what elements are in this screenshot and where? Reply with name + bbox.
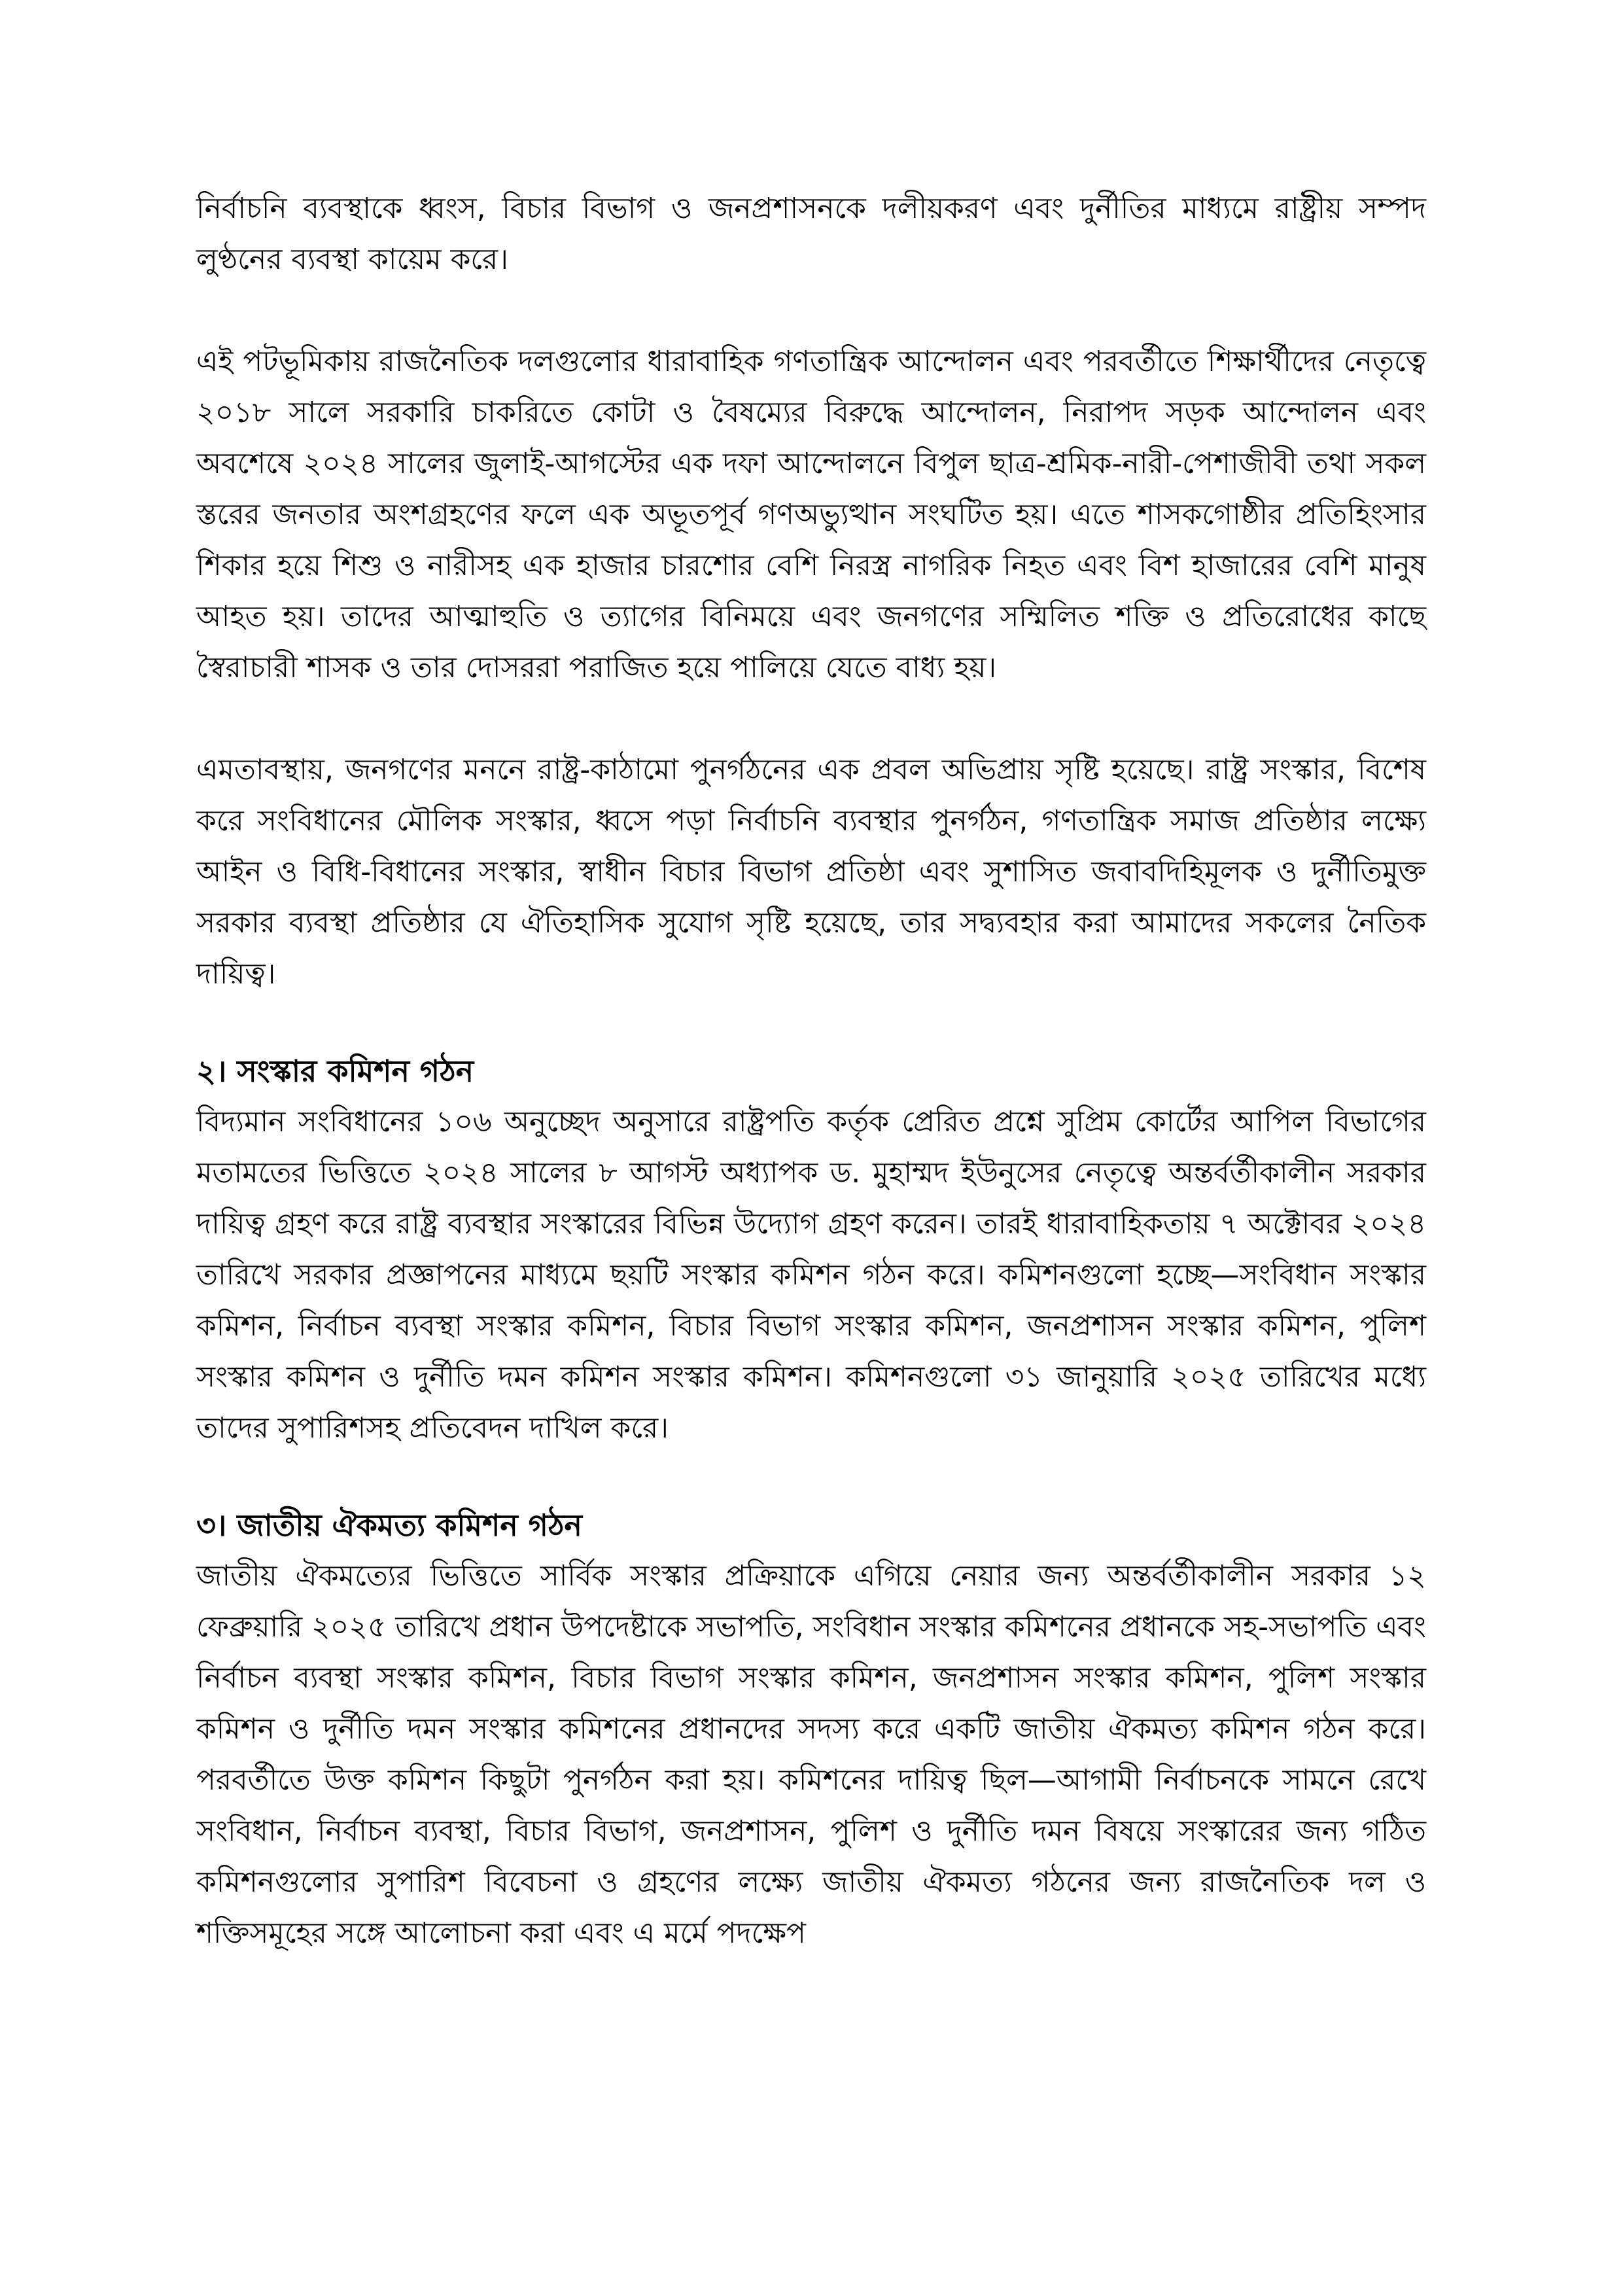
section-2-paragraph: বিদ্যমান সংবিধানের ১০৬ অনুচ্ছেদ অনুসারে রাষ্ট্রপতি কর্তৃক প্রেরিত প্রশ্নে সুপ্রিম কোর্টের আপিল বিভাগের মতামতের ভিত্তিতে ২০২৪ সালের ৮ আগস্ট অধ্যাপক ড. মুহাম্মদ ইউনুসের নেতৃত্বে অন্তর্বর্তীকালীন সরকার দায়িত্ব গ্রহণ করে রাষ্ট্র ব্যবস্থার সংস্কারের বিভিন্ন উদ্যোগ গ্রহণ করেন। তারই ধারাবাহিকতায় ৭ অক্টোবর ২০২৪ তারিখে সরকার প্রজ্ঞাপনের মাধ্যমে ছয়টি সংস্কার কমিশন গঠন করে। কমিশনগুলো হচ্ছে—সংবিধান সংস্কার কমিশন, নির্বাচন ব্যবস্থা সংস্কার কমিশন, বিচার বিভাগ সংস্কার কমিশন, জনপ্রশাসন সংস্কার কমিশন, পুলিশ সংস্কার কমিশন ও দুর্নীতি দমন কমিশন সংস্কার কমিশন। কমিশনগুলো ৩১ জানুয়ারি ২০২৫ তারিখের মধ্যে তাদের সুপারিশসহ প্রতিবেদন দাখিল করে। — [196, 1105, 1426, 1445]
section-2-heading: ২। সংস্কার কমিশন গঠন — [196, 1053, 474, 1089]
paragraph-intro-3: এমতাবস্থায়, জনগণের মননে রাষ্ট্র-কাঠামো পুনর্গঠনের এক প্রবল অভিপ্রায় সৃষ্টি হয়েছে। রাষ্ট্র সংস্কার, বিশেষ করে সংবিধানের মৌলিক সংস্কার, ধ্বসে পড়া নির্বাচনি ব্যবস্থার পুনর্গঠন, গণতান্ত্রিক সমাজ প্রতিষ্ঠার লক্ষ্যে আইন ও বিধি-বিধানের সংস্কার, স্বাধীন বিচার বিভাগ প্রতিষ্ঠা এবং সুশাসিত জবাবদিহিমূলক ও দুর্নীতিমুক্ত সরকার ব্যবস্থা প্রতিষ্ঠার যে ঐতিহাসিক সুযোগ সৃষ্টি হয়েছে, তার সদ্ব্যবহার করা আমাদের সকলের নৈতিক দায়িত্ব। — [196, 753, 1426, 991]
section-3-heading: ৩। জাতীয় ঐকমত্য কমিশন গঠন — [196, 1508, 582, 1543]
document-body — [196, 183, 1426, 1959]
section-3-paragraph: জাতীয় ঐকমত্যের ভিত্তিতে সার্বিক সংস্কার প্রক্রিয়াকে এগিয়ে নেয়ার জন্য অন্তর্বর্তীকালীন সরকার ১২ ফেব্রুয়ারি ২০২৫ তারিখে প্রধান উপদেষ্টাকে সভাপতি, সংবিধান সংস্কার কমিশনের প্রধানকে সহ-সভাপতি এবং নির্বাচন ব্যবস্থা সংস্কার কমিশন, বিচার বিভাগ সংস্কার কমিশন, জনপ্রশাসন সংস্কার কমিশন, পুলিশ সংস্কার কমিশন ও দুর্নীতি দমন সংস্কার কমিশনের প্রধানদের সদস্য করে একটি জাতীয় ঐকমত্য কমিশন গঠন করে। পরবর্তীতে উক্ত কমিশন কিছুটা পুনর্গঠন করা হয়। কমিশনের দায়িত্ব ছিল—আগামী নির্বাচনকে সামনে রেখে সংবিধান, নির্বাচন ব্যবস্থা, বিচার বিভাগ, জনপ্রশাসন, পুলিশ ও দুর্নীতি দমন বিষয়ে সংস্কারের জন্য গঠিত কমিশনগুলোর সুপারিশ বিবেচনা ও গ্রহণের লক্ষ্যে জাতীয় ঐকমত্য গঠনের জন্য রাজনৈতিক দল ও শক্তিসমূহের সঙ্গে আলোচনা করা এবং এ মর্মে পদক্ষেপ — [196, 1559, 1426, 1950]
paragraph-intro-2: এই পটভূমিকায় রাজনৈতিক দলগুলোর ধারাবাহিক গণতান্ত্রিক আন্দোলন এবং পরবর্তীতে শিক্ষার্থীদের নেতৃত্বে ২০১৮ সালে সরকারি চাকরিতে কোটা ও বৈষম্যের বিরুদ্ধে আন্দোলন, নিরাপদ সড়ক আন্দোলন এবং অবশেষে ২০২৪ সালের জুলাই-আগস্টের এক দফা আন্দোলনে বিপুল ছাত্র-শ্রমিক-নারী-পেশাজীবী তথা সকল স্তরের জনতার অংশগ্রহণের ফলে এক অভূতপূর্ব গণঅভ্যুত্থান সংঘটিত হয়। এতে শাসকগোষ্ঠীর প্রতিহিংসার শিকার হয়ে শিশু ও নারীসহ এক হাজার চারশোর বেশি নিরস্ত্র নাগরিক নিহত এবং বিশ হাজারের বেশি মানুষ আহত হয়। তাদের আত্মাহুতি ও ত্যাগের বিনিময়ে এবং জনগণের সম্মিলিত শক্তি ও প্রতিরোধের কাছে স্বৈরাচারী শাসক ও তার দোসররা পরাজিত হয়ে পালিয়ে যেতে বাধ্য হয়। — [196, 345, 1426, 684]
paragraph-intro-1: নির্বাচনি ব্যবস্থাকে ধ্বংস, বিচার বিভাগ ও জনপ্রশাসনকে দলীয়করণ এবং দুর্নীতির মাধ্যমে রাষ্ট্রীয় সম্পদ লুণ্ঠনের ব্যবস্থা কায়েম করে। — [196, 192, 1426, 276]
